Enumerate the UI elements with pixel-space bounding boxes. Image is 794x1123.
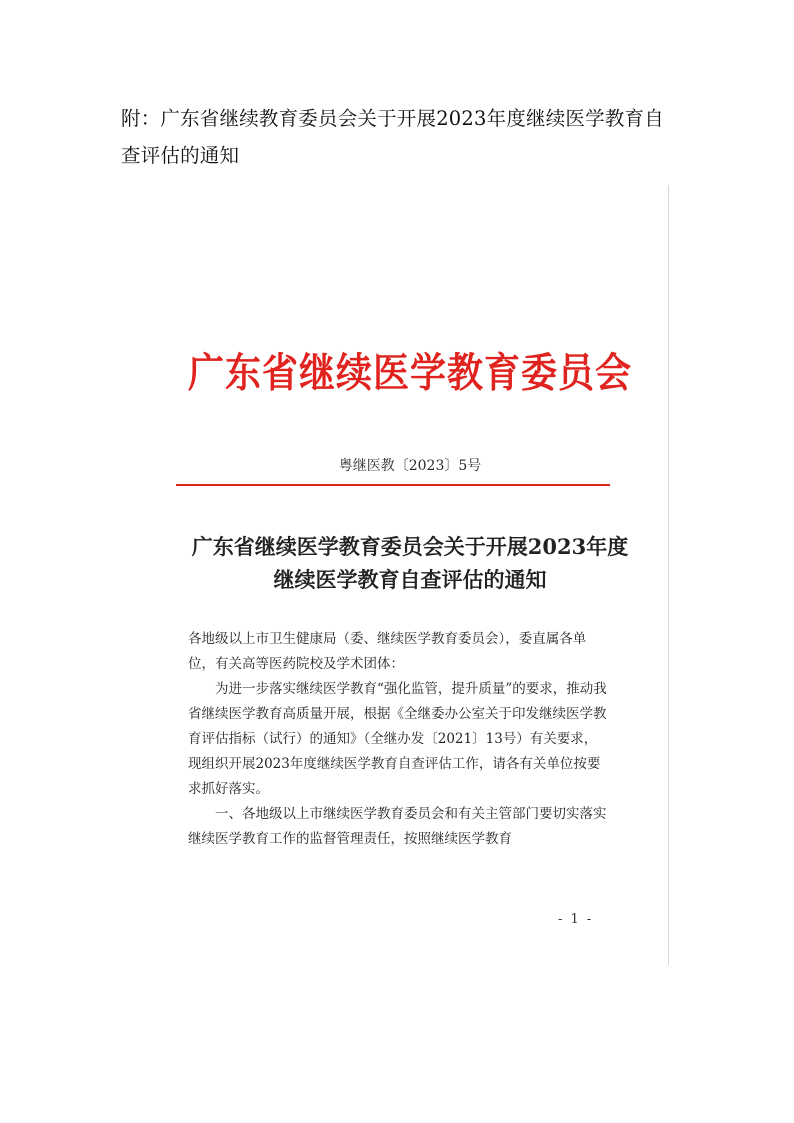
red-divider-line bbox=[176, 484, 610, 486]
scan-edge-line bbox=[668, 185, 669, 965]
body-paragraph-2: 一、各地级以上市继续医学教育委员会和有关主管部门要切实落实继续医学教育工作的监督管理责任，按照继续医学教育 bbox=[188, 806, 607, 847]
notice-title-line-1: 广东省继续医学教育委员会关于开展2023年度 bbox=[191, 534, 629, 559]
notice-body bbox=[188, 627, 608, 852]
notice-title-line-2: 继续医学教育自查评估的通知 bbox=[273, 567, 547, 592]
page-number: - 1 - bbox=[558, 912, 594, 927]
document-number: 粤继医教〔2023〕5号 bbox=[338, 458, 482, 474]
body-paragraph-1: 为进一步落实继续医学教育“强化监管，提升质量”的要求，推动我省继续医学教育高质量开展，根据《全继委办公室关于印发继续医学教育评估指标（试行）的通知》（全继办发〔2021〕13号）有关要求，现组织开展2023年度继续医学教育自查评估工作，请各有关单位按要求抓好落实。 bbox=[188, 681, 607, 797]
attachment-title: 附：广东省继续教育委员会关于开展2023年度继续医学教育自查评估的通知 bbox=[121, 107, 664, 167]
issuing-organization-header: 广东省继续医学教育委员会 bbox=[187, 350, 632, 397]
scanned-document-page bbox=[150, 185, 670, 965]
notice-title bbox=[150, 530, 670, 596]
salutation: 各地级以上市卫生健康局（委、继续医学教育委员会），委直属各单位，有关高等医药院校及学术团体： bbox=[188, 631, 587, 672]
